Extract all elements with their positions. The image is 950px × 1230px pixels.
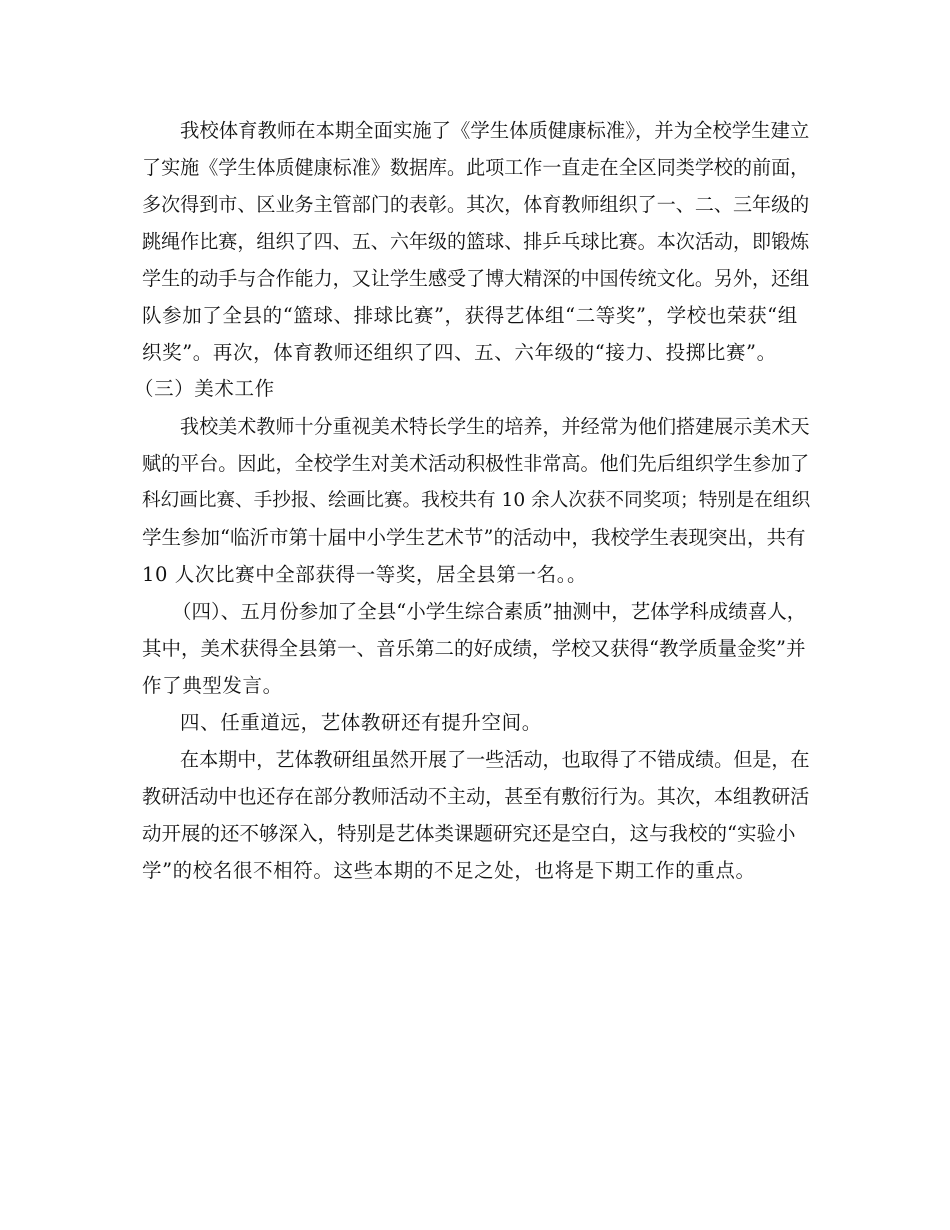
text-line: 在本期中，艺体教研组虽然开展了一些活动，也取得了不错成绩。但是，在 (180, 749, 810, 771)
text-line: 赋的平台。因此，全校学生对美术活动积极性非常高。他们先后组织学生参加了 (142, 453, 810, 475)
text-line: 动开展的还不够深入，特别是艺体类课题研究还是空白，这与我校的“实验小 (142, 822, 796, 845)
text-line: 队参加了全县的“篮球、排球比赛”，获得艺体组“二等奖”，学校也荣获“组 (142, 304, 798, 327)
section-heading-long-road: 四、任重道远，艺体教研还有提升空间。 (180, 711, 542, 734)
text-line: 多次得到市、区业务主管部门的表彰。其次，体育教师组织了一、二、三年级的 (142, 194, 810, 216)
text-line: 学生的动手与合作能力，又让学生感受了博大精深的中国传统文化。另外，还组 (142, 268, 810, 290)
text-line: （四）、五月份参加了全县“小学生综合素质”抽测中，艺体学科成绩喜人， (172, 600, 807, 623)
section-heading-art-work: （三）美术工作 (134, 377, 275, 400)
text-line: 我校体育教师在本期全面实施了《学生体质健康标准》，并为全校学生建立 (180, 119, 810, 142)
text-line: 其中，美术获得全县第一、音乐第二的好成绩，学校又获得“教学质量金奖”并 (142, 637, 806, 660)
text-line: 10 人次比赛中全部获得一等奖，居全县第一名。。 (142, 563, 588, 586)
text-line: 学”的校名很不相符。这些本期的不足之处，也将是下期工作的重点。 (142, 859, 756, 882)
text-line: 作了典型发言。 (142, 674, 283, 697)
text-line: 我校美术教师十分重视美术特长学生的培养，并经常为他们搭建展示美术天 (180, 416, 810, 438)
text-line: 教研活动中也还存在部分教师活动不主动，甚至有敷衍行为。其次，本组教研活 (142, 786, 810, 808)
text-line: 科幻画比赛、手抄报、绘画比赛。我校共有 10 余人次获不同奖项；特别是在组织 (142, 490, 811, 511)
text-line: 了实施《学生体质健康标准》数据库。此项工作一直走在全区同类学校的前面， (142, 157, 810, 179)
text-line: 学生参加“临沂市第十届中小学生艺术节”的活动中，我校学生表现突出，共有 (142, 526, 806, 549)
text-line: 跳绳作比赛，组织了四、五、六年级的篮球、排乒乓球比赛。本次活动，即锻炼 (142, 231, 810, 253)
text-line: 织奖”。再次，体育教师还组织了四、五、六年级的“接力、投掷比赛”。 (142, 341, 777, 364)
